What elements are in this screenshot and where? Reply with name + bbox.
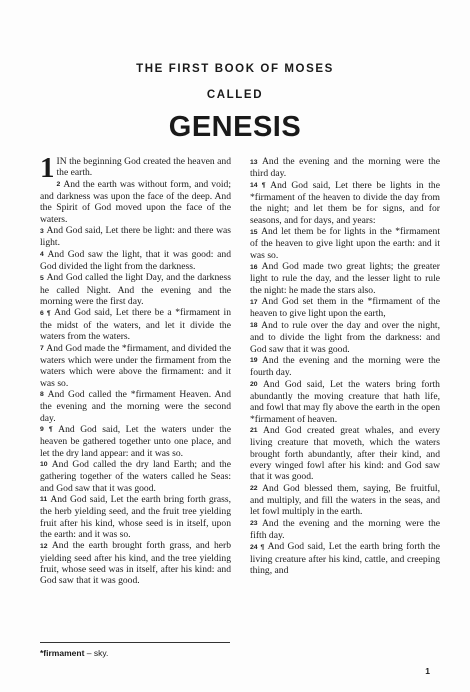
left-column — [40, 152, 231, 636]
verse-number: 4 — [40, 251, 47, 259]
verse-text: And God saw the light, that it was good: and God divided the light from the darkness. — [40, 248, 231, 273]
verse-number: 22 — [250, 485, 262, 493]
verse-text: And God said, Let the waters bring forth abundantly the moving creature that hath life, and fowl that may fly above the earth in the open *firmament of heaven. — [250, 378, 440, 425]
footnote — [40, 648, 108, 658]
verse-1 — [40, 152, 231, 184]
verse-number: 24 ¶ — [250, 543, 268, 551]
verse — [40, 225, 231, 249]
verse-text: IN the beginning God created the heaven and the earth. — [56, 156, 231, 179]
verse — [250, 156, 440, 180]
verse — [40, 494, 231, 540]
verse-number: 11 — [40, 496, 50, 504]
verse-text: And let them be for lights in the *firmament of the heaven to give light upon the earth: and it was so. — [250, 226, 440, 261]
verse — [40, 424, 231, 459]
verse-text: And God called the dry land Earth; and the gathering together of the waters called he Seas: and God saw that it was good. — [40, 458, 231, 494]
verse-text: And God said, Let the earth bring forth the living creature after his kind, cattle, and creeping thing, and — [250, 541, 440, 577]
verse-number: 7 — [40, 345, 46, 352]
verse-number: 8 — [40, 391, 48, 399]
verse — [250, 296, 440, 320]
verse — [40, 179, 231, 225]
right-verse-list — [250, 156, 440, 576]
verse-text: And the evening and the morning were the third day. — [250, 156, 441, 180]
verse-text: And God said, Let there be lights in the *firmament of the heaven to divide the day from the night; and let them be for signs, and for seasons, and for days, and years: — [250, 179, 440, 226]
verse-text: And God said, Let there be a *firmament in the midst of the waters, and let it divide the waters from the waters. — [40, 307, 231, 343]
verse — [40, 389, 231, 424]
left-verse-list — [40, 179, 231, 587]
verse-text: And God said, Let there be light: and there was light. — [40, 225, 231, 249]
chapter-dropcap: 1 — [40, 152, 55, 184]
verse-number: 19 — [250, 357, 262, 365]
verse-text: And God made the *firmament, and divided the waters which were under the firmament from the waters which were above the firmament: and it was so. — [40, 342, 231, 389]
verse-number: 17 — [250, 298, 262, 306]
verse — [40, 540, 231, 586]
verse — [40, 307, 231, 342]
verse-number: 14 ¶ — [250, 182, 270, 190]
verse-text: And the evening and the morning were the fifth day. — [250, 517, 441, 541]
verse — [250, 518, 440, 542]
text-columns — [40, 152, 441, 636]
verse — [250, 425, 440, 483]
verse-number: 21 — [250, 427, 263, 435]
verse — [250, 355, 440, 379]
verse-text: And God said, Let the earth bring forth grass, the herb yielding seed, and the fruit tree yielding fruit after his kind, whose seed is in itself, upon the earth: and it was so. — [40, 493, 231, 540]
book-heading: THE FIRST BOOK OF MOSES — [136, 63, 334, 75]
verse-text: And God said, Let the waters under the heaven be gathered together unto one place, and let the dry land appear: and it was so. — [40, 423, 231, 459]
verse-number: 10 — [40, 461, 52, 469]
verse — [40, 343, 231, 389]
footnote-definition: – sky. — [84, 648, 109, 658]
verse-number: 20 — [250, 381, 263, 389]
verse-text: And God called the *firmament Heaven. And the evening and the morning were the second day. — [40, 388, 231, 424]
verse-number: 12 — [40, 542, 52, 550]
verse-text: And God set them in the *firmament of the heaven to give light upon the earth, — [250, 296, 440, 320]
verse-number: 23 — [250, 520, 262, 528]
verse-text: And God blessed them, saying, Be fruitful, and multiply, and fill the waters in the seas, and let fowl multiply in the earth. — [250, 482, 440, 518]
verse-number: 3 — [40, 227, 46, 235]
verse-number: 15 — [250, 228, 261, 236]
verse-number: 2 — [56, 181, 63, 189]
verse-number: 5 — [40, 274, 47, 282]
page-number: 1 — [425, 666, 430, 676]
verse — [250, 226, 440, 261]
verse-number: 9 ¶ — [40, 426, 58, 434]
right-column — [250, 156, 440, 636]
verse-text: And the earth was without form, and void; and darkness was upon the face of the deep. And the Spirit of God moved upon the face of the waters. — [40, 178, 231, 225]
verse-number: 16 — [250, 263, 262, 271]
verse — [250, 541, 440, 576]
verse-text: And to rule over the day and over the night, and to divide the light from the darkness: and God saw that it was good. — [250, 319, 440, 355]
footnote-divider — [40, 642, 230, 643]
verse-text: And the evening and the morning were the fourth day. — [250, 354, 441, 379]
verse — [40, 459, 231, 494]
verse-text: And God made two great lights; the greater light to rule the day, and the lesser light to rule the night: he made the stars also. — [250, 261, 440, 296]
verse — [40, 272, 231, 307]
verse — [250, 261, 440, 296]
verse-number: 13 — [250, 158, 262, 166]
verse — [250, 379, 440, 425]
called-label: CALLED — [206, 89, 264, 101]
verse-number: 18 — [250, 322, 261, 330]
verse-number: 6 ¶ — [40, 309, 54, 317]
verse — [40, 249, 231, 273]
verse-text: And the earth brought forth grass, and herb yielding seed after his kind, and the tree yielding fruit, whose seed was in itself, after his kind: and God saw that it was good. — [40, 540, 231, 587]
verse-text: And God called the light Day, and the darkness he called Night. And the evening and the morning were the first day. — [40, 272, 231, 308]
verse — [250, 483, 440, 518]
verse-text: And God created great whales, and every living creature that moveth, which the waters brought forth abundantly, after their kind, and every winged fowl after his kind: and God saw that it was good. — [250, 424, 440, 483]
book-title: GENESIS — [168, 111, 302, 143]
verse — [250, 180, 440, 226]
verse — [250, 320, 440, 355]
footnote-term: *firmament — [40, 648, 85, 658]
